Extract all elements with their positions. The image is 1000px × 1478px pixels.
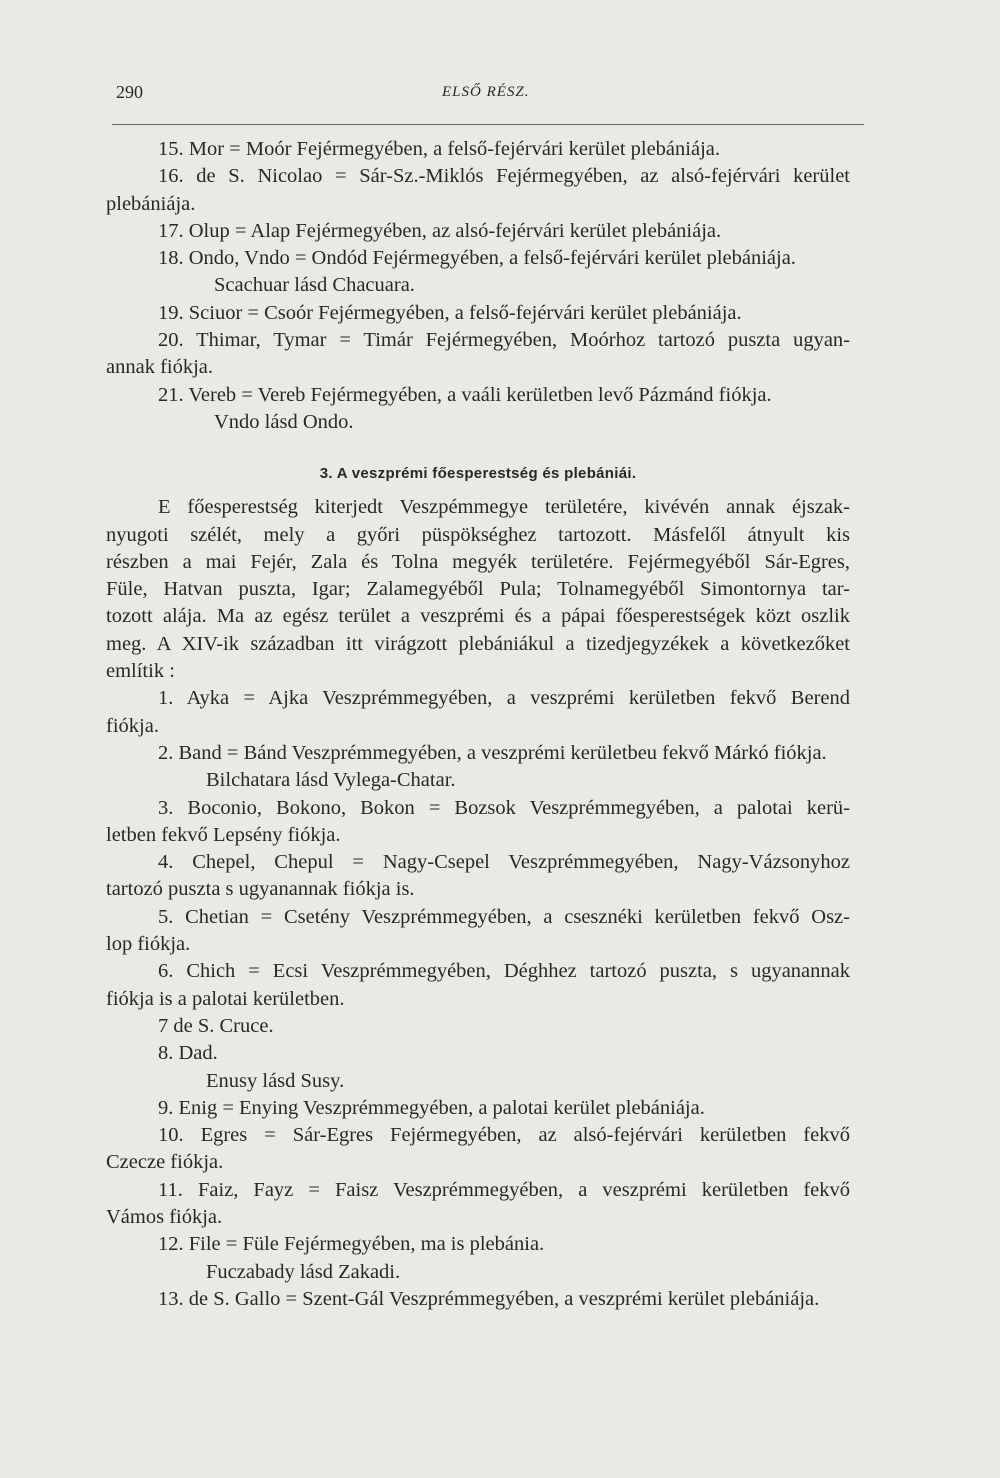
entry-e19 xyxy=(106,300,850,327)
intro-line: nyugoti szélét, mely a győri püspökséghez tartozott. Másfelől átnyult kis xyxy=(106,523,850,546)
intro-line: említik : xyxy=(106,660,175,683)
intro-line: részben a mai Fejér, Zala és Tolna megyék területére. Fejérmegyéből Sár-Egres, xyxy=(106,550,850,573)
entry-b3 xyxy=(106,795,850,850)
entry-e15 xyxy=(106,136,850,163)
entry-e17 xyxy=(106,218,850,245)
page-number: 290 xyxy=(116,82,143,102)
running-title: ELSŐ RÉSZ. xyxy=(442,84,530,100)
entry-line: 12. File = Füle Fejérmegyében, ma is plebánia. xyxy=(158,1233,545,1256)
entry-line: 15. Mor = Moór Fejérmegyében, a felső-fejérvári kerület plebániája. xyxy=(158,138,720,160)
intro-line: Füle, Hatvan puszta, Igar; Zalamegyéből Pula; Tolnamegyéből Simontornya tar- xyxy=(106,578,850,601)
entry-b11 xyxy=(106,1177,850,1232)
entry-b1 xyxy=(106,685,850,740)
section-intro xyxy=(106,494,850,685)
section-heading: 3. A veszprémi főesperestség és plebániái. xyxy=(319,465,637,483)
entry-line: Fuczabady lásd Zakadi. xyxy=(206,1260,401,1283)
entry-b9 xyxy=(106,1095,850,1122)
entry-e20 xyxy=(106,327,850,382)
header-rule xyxy=(112,124,864,125)
page-body xyxy=(106,136,850,1313)
entry-b5 xyxy=(106,904,850,959)
entry-line: annak fiókja. xyxy=(106,356,214,379)
entry-line: 3. Boconio, Bokono, Bokon = Bozsok Veszprémmegyében, a palotai kerü- xyxy=(158,796,850,819)
intro-line: tozott alája. Ma az egész terület a veszprémi és a pápai főesperestségek közt oszlik xyxy=(106,605,850,628)
entry-b8 xyxy=(106,1040,850,1095)
intro-line: E főesperestség kiterjedt Veszpémmegye területére, kivévén annak éjszak- xyxy=(158,496,850,519)
entry-e18 xyxy=(106,245,850,300)
entry-line: 18. Ondo, Vndo = Ondód Fejérmegyében, a felső-fejérvári kerület plebániája. xyxy=(158,247,796,270)
entry-b13 xyxy=(106,1286,850,1313)
intro-line: meg. A XIV-ik században itt virágzott plebániákul a tizedjegyzékek a következőket xyxy=(106,632,850,655)
entry-line: 20. Thimar, Tymar = Timár Fejérmegyében, Moórhoz tartozó puszta ugyan- xyxy=(158,329,850,352)
entry-e21 xyxy=(106,382,850,437)
entry-b6 xyxy=(106,958,850,1013)
entry-line: 4. Chepel, Chepul = Nagy-Csepel Veszprémmegyében, Nagy-Vázsonyhoz xyxy=(158,851,850,874)
entry-line: Enusy lásd Susy. xyxy=(206,1069,345,1092)
entry-line: Bilchatara lásd Vylega-Chatar. xyxy=(206,769,456,792)
entry-line: 1. Ayka = Ajka Veszprémmegyében, a veszprémi kerületben fekvő Berend xyxy=(158,687,850,710)
entry-line: lop fiókja. xyxy=(106,933,191,956)
entry-line: 17. Olup = Alap Fejérmegyében, az alsó-fejérvári kerület plebániája. xyxy=(158,219,722,242)
entry-line: Vámos fiókja. xyxy=(106,1205,223,1228)
entry-e16 xyxy=(106,163,850,218)
entry-line: 19. Sciuor = Csoór Fejérmegyében, a felső-fejérvári kerület plebániája. xyxy=(158,301,742,324)
entry-line: 8. Dad. xyxy=(158,1042,218,1065)
entry-line: fiókja is a palotai kerületben. xyxy=(106,987,345,1010)
entry-line: tartozó puszta s ugyanannak fiókja is. xyxy=(106,878,415,901)
entry-b4 xyxy=(106,849,850,904)
entry-line: 7 de S. Cruce. xyxy=(158,1014,274,1037)
entry-line: 13. de S. Gallo = Szent-Gál Veszprémmegyében, a veszprémi kerület plebániája. xyxy=(158,1287,820,1310)
entry-line: Czecze fiókja. xyxy=(106,1151,224,1174)
entry-b7 xyxy=(106,1013,850,1040)
entry-line: 21. Vereb = Vereb Fejérmegyében, a vaáli kerületben levő Pázmánd fiókja. xyxy=(158,383,772,406)
entry-b10 xyxy=(106,1122,850,1177)
entry-line: fiókja. xyxy=(106,714,159,737)
entry-line: 16. de S. Nicolao = Sár-Sz.-Miklós Fejérmegyében, az alsó-fejérvári kerület xyxy=(158,165,850,188)
entry-line: Vndo lásd Ondo. xyxy=(214,410,354,433)
entry-line: 6. Chich = Ecsi Veszprémmegyében, Déghhez tartozó puszta, s ugyanannak xyxy=(158,960,850,983)
entry-line: 5. Chetian = Csetény Veszprémmegyében, a csesznéki kerületben fekvő Osz- xyxy=(158,905,850,928)
page-header xyxy=(112,80,864,110)
entry-line: letben fekvő Lepsény fiókja. xyxy=(106,823,341,846)
entry-list-fejer xyxy=(106,136,850,436)
entry-b12 xyxy=(106,1231,850,1286)
entry-b2 xyxy=(106,740,850,795)
entry-line: 9. Enig = Enying Veszprémmegyében, a palotai kerület plebániája. xyxy=(158,1096,705,1119)
entry-line: 2. Band = Bánd Veszprémmegyében, a veszprémi kerületbeu fekvő Márkó fiókja. xyxy=(158,741,827,764)
entry-list-veszprem xyxy=(106,685,850,1313)
entry-line: plebániája. xyxy=(106,192,196,215)
entry-line: Scachuar lásd Chacuara. xyxy=(214,274,415,297)
entry-line: 11. Faiz, Fayz = Faisz Veszprémmegyében, a veszprémi kerületben fekvő xyxy=(158,1178,850,1201)
entry-line: 10. Egres = Sár-Egres Fejérmegyében, az alsó-fejérvári kerületben fekvő xyxy=(158,1124,850,1147)
